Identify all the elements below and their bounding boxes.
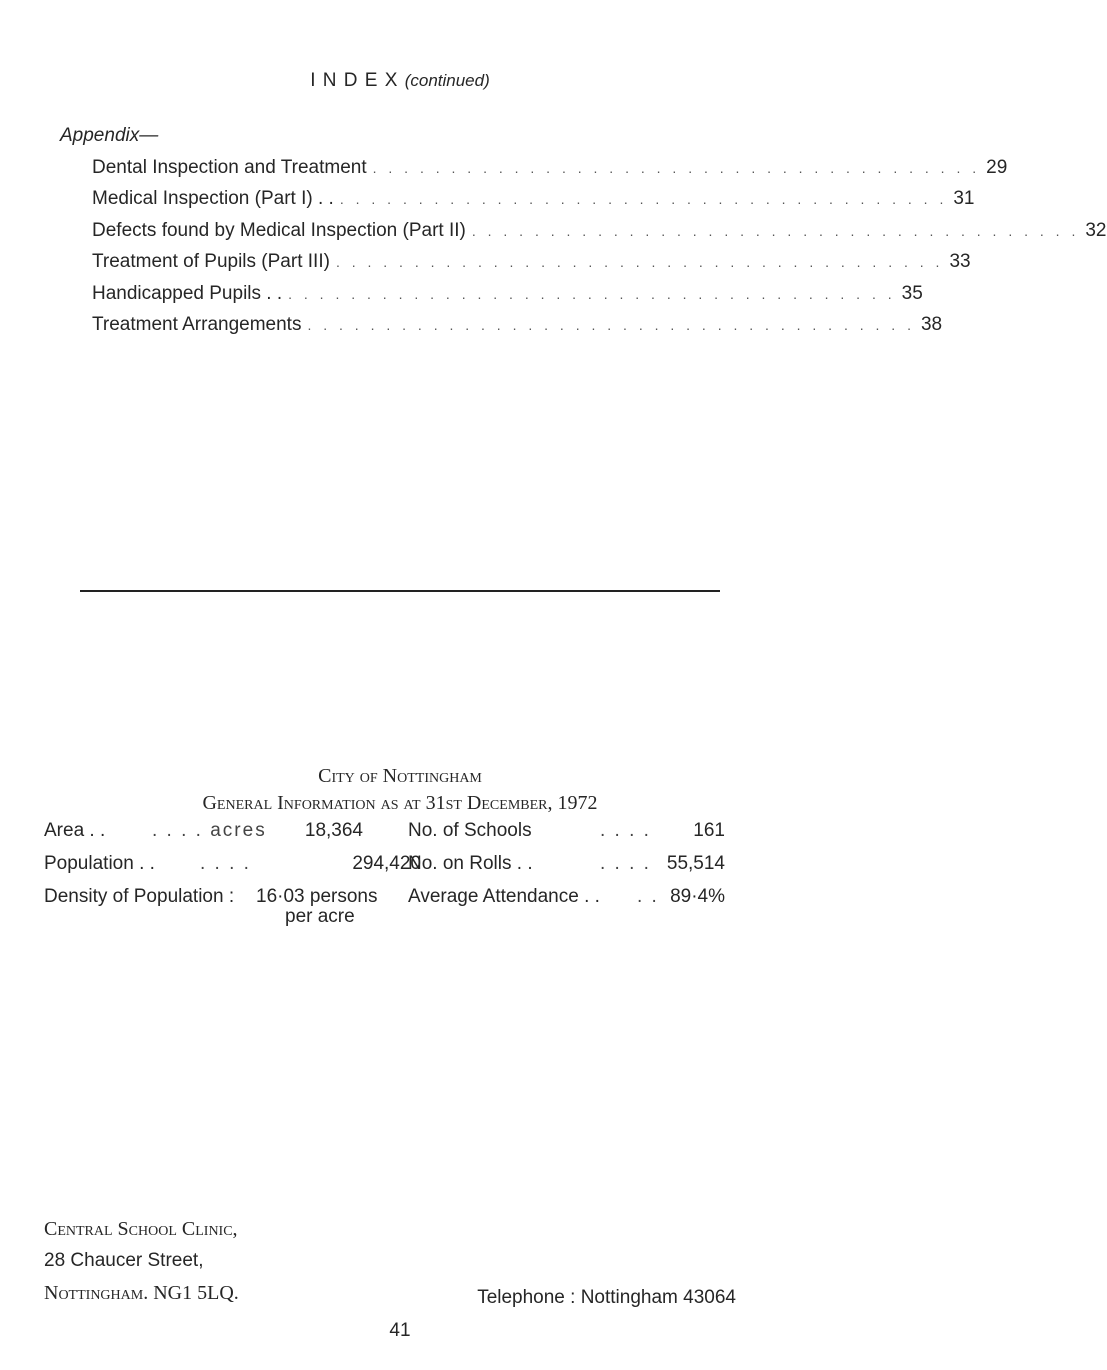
toc-entry — [92, 219, 1107, 244]
toc-entry — [92, 157, 1008, 181]
schools-value: 161 — [693, 820, 725, 841]
toc-leader-dots: . . . . . . . . . . . . . . . . . . . . . . . . . . . . . . . . . . . . . . . — [471, 222, 1080, 239]
toc-entry — [92, 282, 923, 307]
density-label: Density of Population : — [44, 886, 235, 907]
density-value: 16·03 persons — [256, 886, 378, 907]
toc-leader-dots: . . . . . . . . . . . . . . . . . . . . . . . . . . . . . . . . . . . . . . . — [307, 317, 915, 333]
area-value: 18,364 — [304, 820, 363, 841]
toc-entry-page: 31 — [953, 188, 975, 210]
toc-entry-title: Dental Inspection and Treatment — [92, 157, 367, 178]
city-title: City of Nottingham — [318, 765, 482, 787]
clinic-street: 28 Chaucer Street, — [44, 1250, 204, 1271]
toc-entry — [92, 188, 975, 212]
attendance-value: 89·4% — [670, 886, 725, 907]
rolls-label: No. on Rolls . . — [408, 853, 533, 874]
rolls-value: 55,514 — [666, 853, 725, 874]
general-info-heading: General Information as at 31st December, 1972 — [202, 792, 598, 814]
page-number: 41 — [389, 1320, 411, 1341]
population-label: Population . . — [44, 853, 155, 874]
toc-leader-dots: . . . . . . . . . . . . . . . . . . . . . . . . . . . . . . . . . . . . . . . — [288, 285, 896, 302]
index-heading — [0, 70, 800, 92]
toc-entry-page: 33 — [949, 251, 971, 273]
toc-entry-title: Treatment of Pupils (Part III) — [92, 251, 330, 273]
schools-label: No. of Schools — [408, 820, 532, 841]
density-unit: per acre — [285, 906, 355, 927]
clinic-city-postcode: Nottingham. NG1 5LQ. — [44, 1282, 239, 1304]
population-dots: . . . . — [200, 853, 251, 874]
toc-entry-title: Medical Inspection (Part I) . . — [92, 188, 334, 210]
toc-leader-dots: . . . . . . . . . . . . . . . . . . . . . . . . . . . . . . . . . . . . . . . — [335, 254, 944, 271]
toc-entry-title: Handicapped Pupils . . — [92, 282, 283, 304]
attendance-dots: . . — [637, 886, 659, 907]
toc-entry-page: 32 — [1085, 219, 1107, 241]
index-continued: (continued) — [404, 71, 490, 90]
divider-rule — [80, 590, 720, 592]
area-label: Area . . — [44, 820, 106, 841]
toc-entry-page: 35 — [901, 282, 923, 304]
clinic-name: Central School Clinic, — [44, 1218, 238, 1240]
rolls-dots: . . . . — [600, 853, 651, 874]
toc-leader-dots: . . . . . . . . . . . . . . . . . . . . . . . . . . . . . . . . . . . . . . . — [372, 160, 981, 176]
toc-entry-page: 38 — [920, 314, 943, 335]
attendance-label: Average Attendance . . — [408, 886, 600, 907]
appendix-label: Appendix— — [60, 125, 159, 146]
area-dots: . . . . acres — [152, 820, 267, 841]
toc-entry-title: Treatment Arrangements — [92, 314, 302, 335]
schools-dots: . . . . — [600, 820, 651, 841]
population-value: 294,420 — [352, 853, 421, 874]
toc-entry — [92, 314, 943, 338]
toc-entry-title: Defects found by Medical Inspection (Part II) — [92, 219, 466, 241]
toc-entry-page: 29 — [986, 157, 1008, 178]
toc-leader-dots: . . . . . . . . . . . . . . . . . . . . . . . . . . . . . . . . . . . . . . . — [339, 191, 948, 208]
toc-entry — [92, 251, 971, 275]
telephone: Telephone : Nottingham 43064 — [477, 1287, 736, 1308]
index-title: I N D E X — [310, 70, 399, 91]
